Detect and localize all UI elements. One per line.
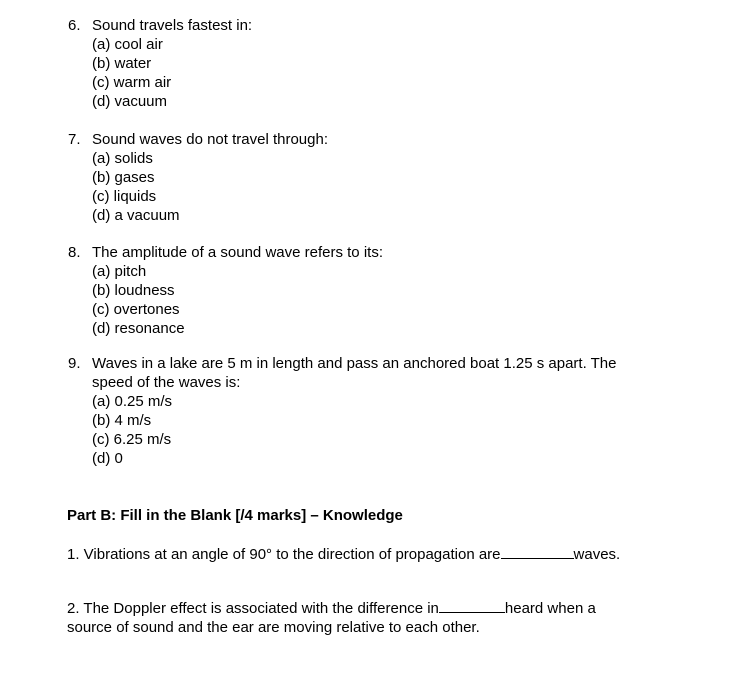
- option-c: (c) overtones: [92, 301, 180, 318]
- option-a: (a) cool air: [92, 36, 163, 53]
- part-b-heading: Part B: Fill in the Blank [/4 marks] – Knowledge: [67, 507, 403, 524]
- fill-blank-1-text: 1. Vibrations at an angle of 90° to the direction of propagation are: [67, 546, 501, 563]
- option-c: (c) liquids: [92, 188, 157, 205]
- option-a: (a) solids: [92, 150, 153, 167]
- option-c: (c) 6.25 m/s: [92, 431, 172, 448]
- fill-blank-2-text: 2. The Doppler effect is associated with the difference in: [67, 600, 439, 617]
- option-d: (d) a vacuum: [92, 207, 180, 224]
- option-b: (b) loudness: [92, 282, 175, 299]
- fill-blank-1-after: waves.: [573, 546, 621, 563]
- option-b: (b) 4 m/s: [92, 412, 152, 429]
- answer-blank[interactable]: [439, 598, 505, 613]
- question-stem-line-1: Waves in a lake are 5 m in length and pass an anchored boat 1.25 s apart. The: [92, 355, 617, 372]
- option-d: (d) resonance: [92, 320, 185, 337]
- question-stem: Sound waves do not travel through:: [92, 131, 328, 148]
- option-a: (a) pitch: [92, 263, 147, 280]
- question-number: 8.: [68, 244, 81, 261]
- option-c: (c) warm air: [92, 74, 172, 91]
- question-number: 9.: [68, 355, 81, 372]
- question-number: 6.: [68, 17, 81, 34]
- question-number: 7.: [68, 131, 81, 148]
- option-b: (b) water: [92, 55, 152, 72]
- option-d: (d) vacuum: [92, 93, 168, 110]
- fill-blank-2-after: heard when a: [504, 600, 596, 617]
- question-stem: The amplitude of a sound wave refers to its:: [92, 244, 383, 261]
- question-stem: Sound travels fastest in:: [92, 17, 253, 34]
- answer-blank[interactable]: [501, 544, 574, 559]
- option-d: (d) 0: [92, 450, 123, 467]
- fill-blank-1: [67, 544, 707, 564]
- fill-blank-2-line-2: source of sound and the ear are moving relative to each other.: [67, 619, 480, 636]
- option-a: (a) 0.25 m/s: [92, 393, 173, 410]
- option-b: (b) gases: [92, 169, 155, 186]
- question-stem-line-2: speed of the waves is:: [92, 374, 241, 391]
- fill-blank-2: [67, 598, 707, 637]
